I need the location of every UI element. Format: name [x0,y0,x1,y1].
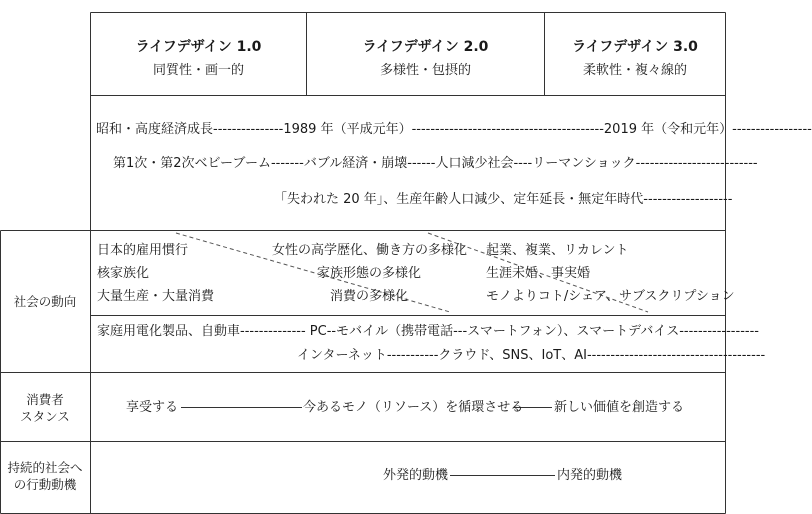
row-label-trends: 社会の動向 [13,294,77,309]
trend-employment-2: 女性の高学歴化、働き方の多様化 [272,243,468,258]
header-col-2-title: ライフデザイン 2.0 [362,39,489,55]
stance-item-1: 享受する [126,400,179,415]
trend-tech-2: インターネット-----------クラウド、SNS、IoT、AI-------------------------------------- [297,348,766,363]
trend-consumption-1: 大量生産・大量消費 [97,289,215,304]
header-col-2 [307,38,544,80]
trend-family-1: 核家族化 [97,266,150,281]
stance-item-3: 新しい価値を創造する [554,400,685,415]
timeline-line-1: 昭和・高度経済成長---------------1989 年（平成元年）-----------------------------------------2019 年（令和元年）----------------- [96,122,812,137]
trend-family-2: 家族形態の多様化 [317,266,422,281]
motivation-item-1: 外発的動機 [383,468,449,483]
row-label-stance-line-2: スタンス [20,409,70,424]
timeline-line-3: 「失われた 20 年」、生産年齢人口減少、定年延長・無定年時代------------------- [274,192,733,207]
trend-tech-1: 家庭用電化製品、自動車-------------- PC--モバイル（携帯電話---スマートフォン）、スマートデバイス----------------- [97,324,759,339]
trend-employment-1: 日本的雇用慣行 [97,243,189,258]
header-col-3-subtitle: 柔軟性・複々線的 [582,63,687,78]
timeline-line-2: 第1次・第2次ベビーブーム-------バブル経済・崩壊------人口減少社会----リーマンショック-------------------------- [113,156,758,171]
header-col-1-subtitle: 同質性・画一的 [152,63,244,78]
motivation-item-2: 内発的動機 [557,468,623,483]
trend-family-3: 生涯未婚、事実婚 [486,266,591,281]
trend-consumption-3: モノよりコト/シェア、サブスクリプション [486,289,735,304]
header-col-2-subtitle: 多様性・包摂的 [379,63,471,78]
stance-item-2: 今あるモノ（リソース）を循環させる [303,400,524,415]
row-label-stance [0,391,90,425]
row-label-motivation-line-1: 持続的社会へ [7,460,83,475]
header-col-1 [91,38,306,80]
trend-consumption-2: 消費の多様化 [330,289,409,304]
row-label-stance-line-1: 消費者 [26,392,64,407]
header-col-3-title: ライフデザイン 3.0 [572,39,698,55]
header-col-1-title: ライフデザイン 1.0 [135,39,262,55]
row-label-motivation [0,459,90,493]
header-col-3 [545,38,725,80]
row-label-motivation-line-2: の行動動機 [13,477,77,492]
trend-employment-3: 起業、複業、リカレント [486,243,629,258]
